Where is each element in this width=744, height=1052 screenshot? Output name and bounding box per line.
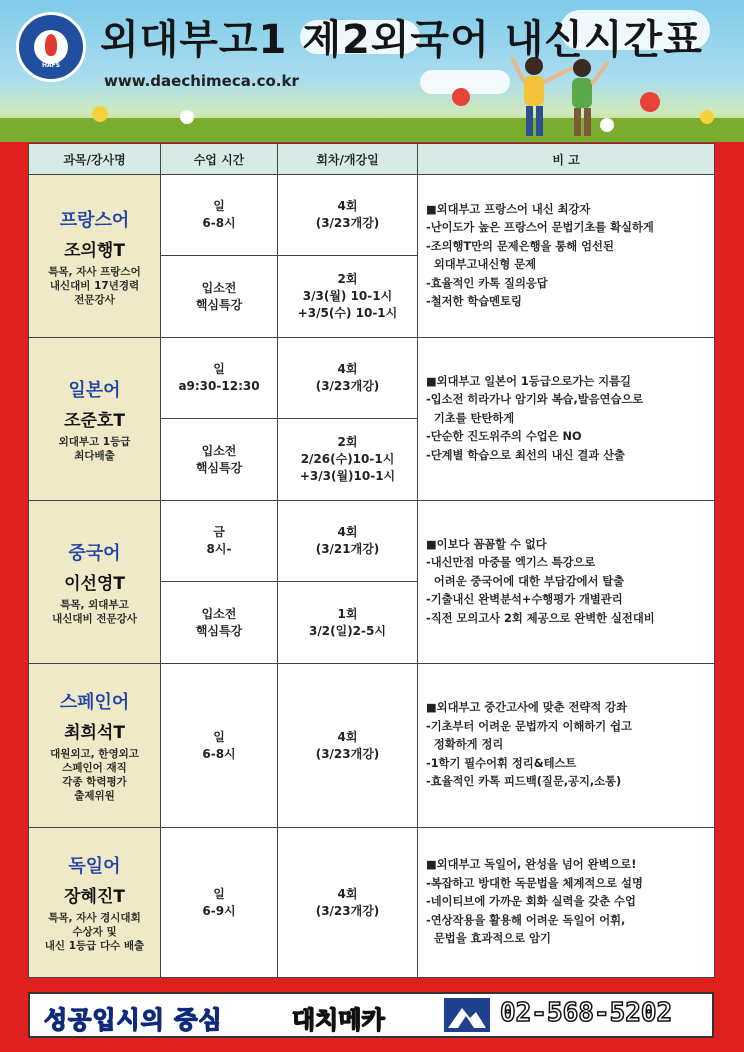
- table-row: [29, 338, 715, 419]
- class-time-cell: [161, 828, 278, 978]
- note-line: 기초를 탄탄하게: [426, 411, 515, 425]
- career-line: 특목, 자사 경시대회: [48, 912, 141, 924]
- note-line: -연상작용을 활용해 어려운 독일어 어휘,: [426, 913, 626, 927]
- note-line: -철저한 학습멘토링: [426, 295, 522, 308]
- language-name: 프랑스어: [59, 209, 130, 231]
- teacher-career: [29, 265, 160, 307]
- note-line: -내신만점 마중물 엑기스 특강으로: [426, 556, 596, 570]
- session-cell: [278, 419, 418, 501]
- career-line: 수상자 및: [72, 926, 117, 938]
- subject-cell: [29, 501, 161, 664]
- career-line: 특목, 자사 프랑스어: [48, 265, 141, 278]
- note-line: ■외대부고 중간고사에 맞춘 전략적 강좌: [426, 701, 628, 715]
- time-line: 금: [213, 525, 225, 539]
- note-cell: [418, 664, 715, 828]
- note-line: -난이도가 높은 프랑스어 문법기초를 확실하게: [426, 221, 654, 234]
- session-line: 2/26(수)10-1시: [300, 452, 395, 466]
- flower-decoration: [92, 106, 108, 122]
- note-line: -단순한 진도위주의 수업은 NO: [426, 430, 582, 444]
- session-line: (3/23개강): [315, 379, 380, 393]
- column-header-time: 수업 시간: [161, 144, 278, 175]
- session-line: (3/23개강): [315, 746, 380, 761]
- session-line: (3/23개강): [315, 216, 380, 230]
- teacher-name: 조준호T: [64, 410, 125, 431]
- career-line: 스페인어 재직: [62, 762, 127, 774]
- subject-cell: [29, 338, 161, 501]
- note-line: -네이티브에 가까운 회화 실력을 갖춘 수업: [426, 895, 636, 909]
- special-lecture-cell: [161, 419, 278, 501]
- note-line: -효율적인 카톡 질의응답: [426, 276, 548, 290]
- session-line: 4회: [337, 362, 358, 376]
- teacher-career: [29, 747, 160, 803]
- note-line: ■이보다 꼼꼼할 수 없다: [426, 537, 547, 551]
- school-logo: HAFS: [16, 12, 86, 82]
- session-line: 1회: [337, 606, 358, 621]
- career-line: 출제위원: [74, 790, 115, 802]
- note-line: -조의행T만의 문제은행을 통해 엄선된: [426, 239, 614, 253]
- session-line: 3/3(월) 10-1시: [302, 289, 393, 303]
- time-line: 6-8시: [202, 746, 236, 761]
- teacher-career: [29, 598, 160, 626]
- teacher-career: [29, 911, 160, 953]
- note-line: 정확하게 정리: [426, 738, 504, 752]
- website-url: www.daechimeca.co.kr: [104, 72, 299, 90]
- session-cell: [278, 828, 418, 978]
- time-line: 입소전: [201, 280, 237, 295]
- time-line: 8시-: [206, 542, 232, 556]
- page-title: 외대부고1 제2외국어 내신시간표: [100, 17, 703, 63]
- flower-decoration: [180, 110, 194, 124]
- column-header-session: 회차/개강일: [278, 144, 418, 175]
- teacher-name: 장혜진T: [64, 887, 125, 907]
- time-line: 핵심특강: [195, 460, 243, 475]
- career-line: 내신 1등급 다수 배출: [44, 940, 145, 952]
- language-name: 스페인어: [59, 692, 130, 713]
- career-line: 각종 학력평가: [62, 776, 127, 788]
- time-line: 입소전: [201, 606, 237, 621]
- time-line: 6-8시: [202, 216, 236, 230]
- flame-icon: [45, 34, 57, 56]
- session-line: 4회: [337, 525, 358, 539]
- subject-cell: [29, 828, 161, 978]
- session-line: +3/3(월)10-1시: [299, 469, 396, 483]
- session-cell: [278, 338, 418, 419]
- note-line: ■외대부고 독일어, 완성을 넘어 완벽으로!: [426, 858, 637, 872]
- session-line: (3/21개강): [315, 542, 380, 556]
- time-line: 핵심특강: [195, 623, 243, 638]
- career-line: 대원외고, 한영외고: [50, 748, 139, 760]
- note-line: -1학기 필수어휘 정리&테스트: [426, 756, 577, 770]
- phone-number[interactable]: 02-568-5202: [500, 998, 673, 1028]
- time-line: 일: [213, 886, 225, 901]
- career-line: 전문강사: [74, 293, 115, 306]
- class-time-cell: [161, 501, 278, 582]
- time-line: 핵심특강: [195, 297, 243, 312]
- subject-cell: [29, 175, 161, 338]
- note-line: ■외대부고 프랑스어 내신 최강자: [426, 202, 591, 216]
- timetable: [28, 143, 714, 978]
- teacher-name: 이선영T: [64, 573, 125, 594]
- note-line: -직전 모의고사 2회 제공으로 완벽한 실전대비: [426, 611, 655, 625]
- session-line: 4회: [337, 199, 358, 213]
- career-line: 특목, 외대부고: [60, 598, 129, 611]
- academy-name: 대치메카: [292, 1006, 385, 1034]
- table-row: [29, 501, 715, 582]
- session-cell: [278, 582, 418, 664]
- flower-decoration: [452, 88, 470, 106]
- special-lecture-cell: [161, 256, 278, 338]
- flower-decoration: [700, 110, 714, 124]
- teacher-name: 최희석T: [64, 723, 125, 743]
- note-line: 문법을 효과적으로 암기: [426, 932, 551, 946]
- career-line: 내신대비 17년경력: [49, 279, 140, 292]
- session-line: +3/5(수) 10-1시: [297, 306, 398, 320]
- note-line: ■외대부고 일본어 1등급으로가는 지름길: [426, 374, 631, 388]
- footer-banner: [28, 992, 714, 1038]
- time-line: 입소전: [201, 443, 237, 458]
- note-line: -기출내신 완벽분석+수행평가 개별관리: [426, 593, 623, 607]
- teacher-name: 조의행T: [64, 240, 125, 261]
- note-line: 외대부고내신형 문제: [426, 258, 537, 271]
- session-cell: [278, 501, 418, 582]
- session-line: 3/2(일)2-5시: [309, 623, 386, 638]
- career-line: 외대부고 1등급: [58, 435, 131, 448]
- note-line: -효율적인 카톡 피드백(질문,공지,소통): [426, 775, 622, 789]
- time-line: 6-9시: [202, 903, 236, 918]
- mountain-logo-icon: [444, 998, 490, 1032]
- class-time-cell: [161, 175, 278, 256]
- table-row: [29, 175, 715, 256]
- session-line: 4회: [337, 886, 358, 901]
- column-header-note: 비 고: [418, 144, 715, 175]
- time-line: 일: [213, 362, 225, 376]
- session-line: 4회: [337, 729, 358, 744]
- column-header-subject: 과목/강사명: [29, 144, 161, 175]
- note-cell: [418, 828, 715, 978]
- note-line: -기초부터 어려운 문법까지 이해하기 쉽고: [426, 719, 632, 733]
- footer-slogan: 성공입시의 중심: [44, 1006, 223, 1034]
- grass-decoration: [0, 118, 744, 142]
- language-name: 중국어: [68, 542, 121, 564]
- language-name: 독일어: [68, 856, 121, 877]
- teacher-career: [29, 435, 160, 463]
- special-lecture-cell: [161, 582, 278, 664]
- time-line: 일: [213, 199, 225, 213]
- session-cell: [278, 256, 418, 338]
- language-name: 일본어: [68, 379, 121, 401]
- note-cell: [418, 175, 715, 338]
- note-line: -입소전 히라가나 암기와 복습,발음연습으로: [426, 393, 644, 407]
- time-line: a9:30-12:30: [178, 379, 260, 393]
- header-banner: [0, 0, 744, 142]
- subject-cell: [29, 664, 161, 828]
- session-line: 2회: [337, 435, 358, 449]
- note-line: -단계별 학습으로 최선의 내신 결과 산출: [426, 448, 625, 462]
- table-row: [29, 828, 715, 978]
- note-cell: [418, 338, 715, 501]
- career-line: 내신대비 전문강사: [52, 612, 137, 625]
- career-line: 최다배출: [74, 449, 115, 462]
- note-line: 어려운 중국어에 대한 부담감에서 탈출: [426, 574, 625, 588]
- session-cell: [278, 175, 418, 256]
- table-row: [29, 664, 715, 828]
- session-line: (3/23개강): [315, 903, 380, 918]
- note-cell: [418, 501, 715, 664]
- time-line: 일: [213, 729, 225, 744]
- flower-decoration: [640, 92, 660, 112]
- class-time-cell: [161, 338, 278, 419]
- note-line: -복잡하고 방대한 독문법을 체계적으로 설명: [426, 876, 643, 890]
- session-cell: [278, 664, 418, 828]
- class-time-cell: [161, 664, 278, 828]
- session-line: 2회: [337, 272, 358, 286]
